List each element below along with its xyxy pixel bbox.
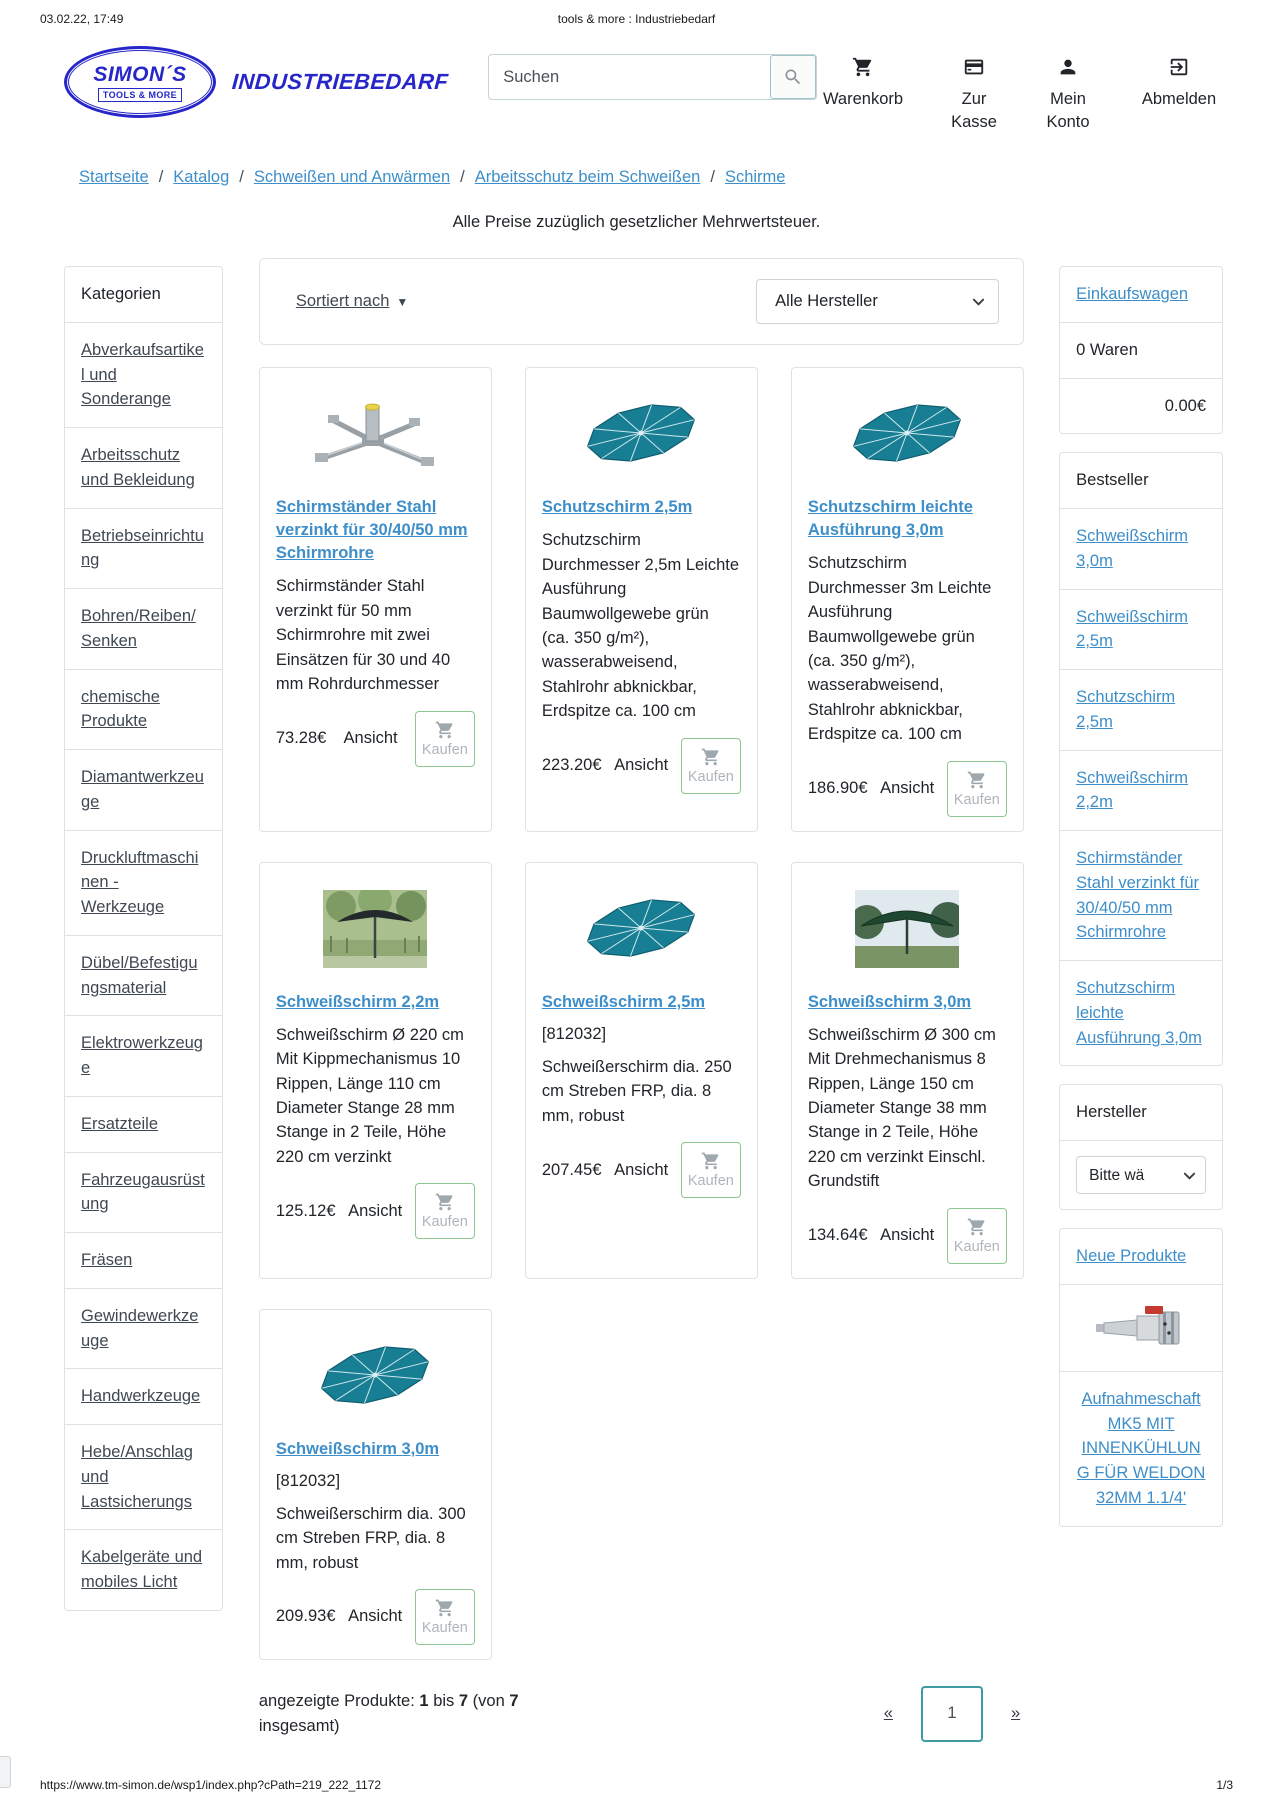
view-button[interactable]: Ansicht xyxy=(344,1196,406,1227)
category-arbeitsschutz[interactable]: Arbeitsschutz und Bekleidung xyxy=(81,446,195,489)
cart-icon xyxy=(852,56,874,78)
buy-button[interactable] xyxy=(947,761,1007,817)
new-product-item-link[interactable]: Aufnahmeschaft MK5 MIT INNENKÜHLUNG FÜR WELDON 32MM 1.1/4' xyxy=(1076,1389,1206,1507)
view-button[interactable]: Ansicht xyxy=(340,723,402,754)
bestseller-item[interactable]: Schirmständer Stahl verzinkt für 30/40/50 mm Schirmrohre xyxy=(1076,849,1200,942)
nav-item-label: Zur Kasse xyxy=(951,90,997,132)
bestseller-item[interactable]: Schutzschirm leichte Ausführung 3,0m xyxy=(1076,979,1202,1047)
product-price: 134.64€ xyxy=(807,1226,868,1245)
price-row xyxy=(808,1208,1007,1264)
bestseller-item[interactable]: Schutzschirm 2,5m xyxy=(1076,688,1176,731)
breadcrumb-arbeitsschutz[interactable]: Arbeitsschutz beim Schweißen xyxy=(474,168,701,187)
nav-item-label: Abmelden xyxy=(1141,90,1217,108)
breadcrumb-separator: / xyxy=(710,168,715,187)
price-row xyxy=(276,1183,475,1239)
cart-item-count: 0 Waren xyxy=(1060,322,1222,378)
umbrella-canopy-image xyxy=(581,400,701,468)
product-price: 207.45€ xyxy=(541,1160,602,1179)
product-image-link[interactable] xyxy=(808,374,1007,494)
product-price: 223.20€ xyxy=(541,756,602,775)
product-title-link[interactable]: Schweißschirm 2,5m xyxy=(541,992,706,1011)
product-sku: [812032] xyxy=(275,1471,341,1490)
cart-icon xyxy=(435,1192,455,1212)
category-duebel[interactable]: Dübel/Befestigungsmaterial xyxy=(81,953,198,997)
categories-title: Kategorien xyxy=(81,285,161,304)
tool-shank-image xyxy=(1093,1300,1189,1356)
manufacturer-filter-select[interactable] xyxy=(756,279,999,324)
clipped-scroll-artifact xyxy=(0,1756,11,1788)
cart-icon xyxy=(701,1151,721,1171)
manufacturer-box xyxy=(1059,1084,1223,1210)
user-icon xyxy=(1057,56,1079,78)
pagination-current-page[interactable]: 1 xyxy=(921,1686,983,1742)
umbrella-canopy-image xyxy=(315,1342,435,1410)
manufacturer-filter-value: Alle Hersteller xyxy=(775,292,878,311)
cart-icon xyxy=(435,1598,455,1618)
price-row xyxy=(542,738,741,794)
product-description: Schirmständer Stahl verzinkt für 50 mm Schirmrohre mit zwei Einsätzen für 30 und 40 mm Rohrdurchmesser xyxy=(275,577,451,694)
view-button[interactable]: Ansicht xyxy=(610,1155,672,1186)
cart-icon xyxy=(967,770,987,790)
search-icon xyxy=(783,67,803,87)
logo-brand-text: INDUSTRIEBEDARF xyxy=(231,69,450,94)
nav-item-account[interactable] xyxy=(1039,56,1097,134)
manufacturer-box-title: Hersteller xyxy=(1076,1103,1147,1122)
search-button[interactable] xyxy=(770,55,816,99)
product-description: Schutzschirm Durchmesser 2,5m Leichte Ausführung Baumwollgewebe grün (ca. 350 g/m²), wasserabweisend, Stahlrohr abknickbar, Erdspitze ca. 100 cm xyxy=(541,531,740,721)
sort-label: Sortiert nach xyxy=(295,292,390,311)
product-image-link[interactable] xyxy=(276,374,475,494)
right-sidebar xyxy=(1059,266,1223,1545)
pagination xyxy=(884,1686,1020,1742)
print-footer-url: https://www.tm-simon.de/wsp1/index.php?cPath=219_222_1172 xyxy=(40,1778,381,1792)
product-image-link[interactable] xyxy=(542,869,741,989)
buy-button[interactable] xyxy=(947,1208,1007,1264)
category-bohren[interactable]: Bohren/Reiben/Senken xyxy=(81,607,196,650)
product-card xyxy=(259,862,492,1279)
category-chemische-produkte[interactable]: chemische Produkte xyxy=(81,687,160,731)
category-ersatzteile[interactable]: Ersatzteile xyxy=(81,1114,159,1133)
bestseller-item[interactable]: Schweißschirm 3,0m xyxy=(1076,527,1189,570)
buy-label: Kaufen xyxy=(687,1173,734,1190)
umbrella-canopy-image xyxy=(581,895,701,963)
product-title-link[interactable]: Schweißschirm 2,2m xyxy=(275,992,440,1011)
sky-photo-image xyxy=(855,890,959,968)
user-nav xyxy=(817,46,1225,134)
logout-icon xyxy=(1168,56,1190,78)
buy-label: Kaufen xyxy=(953,1238,1000,1255)
buy-button[interactable] xyxy=(681,1142,741,1198)
logo-simons-text: SIMON´S xyxy=(93,62,187,86)
logo-oval xyxy=(64,46,216,118)
nav-item-label: Warenkorb xyxy=(822,90,904,108)
umbrella-canopy-image xyxy=(847,400,967,468)
category-diamantwerkzeuge[interactable]: Diamantwerkzeuge xyxy=(81,768,204,811)
product-title-link[interactable]: Schutzschirm 2,5m xyxy=(541,498,693,517)
product-description: Schweißerschirm dia. 300 cm Streben FRP, dia. 8 mm, robust xyxy=(275,1504,466,1572)
listing-toolbar xyxy=(259,258,1024,345)
sort-dropdown[interactable] xyxy=(284,284,420,319)
print-footer-page-number: 1/3 xyxy=(1216,1778,1233,1792)
category-betriebseinrichtung[interactable]: Betriebseinrichtung xyxy=(81,526,204,570)
pagination-prev-button[interactable]: « xyxy=(883,1704,893,1723)
product-image-link[interactable] xyxy=(276,1316,475,1436)
product-price: 186.90€ xyxy=(807,779,868,798)
product-card xyxy=(791,367,1024,831)
breadcrumb-separator: / xyxy=(460,168,465,187)
manufacturer-select[interactable] xyxy=(1076,1156,1206,1194)
product-card xyxy=(525,367,758,831)
view-button[interactable]: Ansicht xyxy=(876,1220,938,1251)
manufacturer-select-value: Bitte wä xyxy=(1089,1166,1145,1184)
cart-icon xyxy=(701,747,721,767)
category-elektrowerkzeuge[interactable]: Elektrowerkzeuge xyxy=(81,1034,203,1078)
product-image-link[interactable] xyxy=(542,374,741,494)
categories-sidebar xyxy=(64,266,223,1611)
buy-button[interactable] xyxy=(415,1589,475,1645)
product-card xyxy=(259,367,492,831)
category-fraesen[interactable]: Fräsen xyxy=(81,1251,133,1270)
buy-button[interactable] xyxy=(681,738,741,794)
nav-item-cart[interactable] xyxy=(817,56,909,134)
buy-button[interactable] xyxy=(415,1183,475,1239)
breadcrumb-startseite[interactable]: Startseite xyxy=(79,168,149,187)
nav-item-label: Mein Konto xyxy=(1046,90,1090,132)
price-row xyxy=(808,761,1007,817)
vat-notice: Alle Preise zuzüglich gesetzlicher Mehrwertsteuer. xyxy=(452,213,821,232)
category-kabelgeraete[interactable]: Kabelgeräte und mobiles Licht xyxy=(81,1548,203,1592)
new-products-box xyxy=(1059,1228,1223,1527)
chevron-down-icon xyxy=(1182,1168,1197,1183)
view-button[interactable]: Ansicht xyxy=(344,1601,406,1632)
product-description: Schutzschirm Durchmesser 3m Leichte Ausführung Baumwollgewebe grün (ca. 350 g/m²), wasserabweisend, Stahlrohr abknickbar, Erdspitze ca. 100 cm xyxy=(807,554,992,744)
search-input[interactable] xyxy=(489,55,770,99)
breadcrumb xyxy=(0,134,1273,187)
cart-total: 0.00€ xyxy=(1060,378,1222,434)
bestseller-title: Bestseller xyxy=(1076,471,1149,490)
price-row xyxy=(542,1142,741,1198)
buy-label: Kaufen xyxy=(421,1619,468,1636)
category-hebe-anschlag[interactable]: Hebe/Anschlag und Lastsicherungs xyxy=(81,1443,193,1511)
print-doc-title: tools & more : Industriebedarf xyxy=(557,12,716,26)
buy-label: Kaufen xyxy=(421,1214,468,1231)
buy-label: Kaufen xyxy=(953,791,1000,808)
bestseller-box xyxy=(1059,452,1223,1066)
category-druckluft[interactable]: Druckluftmaschinen - Werkzeuge xyxy=(81,848,199,917)
view-button[interactable]: Ansicht xyxy=(610,750,672,781)
breadcrumb-separator: / xyxy=(239,168,244,187)
print-header xyxy=(0,12,1273,26)
product-card xyxy=(525,862,758,1279)
new-product-image-cell[interactable] xyxy=(1060,1284,1222,1371)
breadcrumb-schirme[interactable]: Schirme xyxy=(724,168,786,187)
category-gewindewerkzeuge[interactable]: Gewindewerkzeuge xyxy=(81,1306,199,1350)
price-row xyxy=(276,711,475,767)
buy-label: Kaufen xyxy=(687,768,734,785)
product-title-link[interactable]: Schweißschirm 3,0m xyxy=(275,1439,440,1458)
content-columns xyxy=(0,232,1273,1742)
cart-icon xyxy=(967,1217,987,1237)
product-description: Schweißschirm Ø 220 cm Mit Kippmechanismus 10 Rippen, Länge 110 cm Diameter Stange 28 mm Stange in 2 Teile, Höhe 220 cm verzinkt xyxy=(275,1025,464,1166)
print-timestamp: 03.02.22, 17:49 xyxy=(40,12,124,26)
category-abverkauf[interactable]: Abverkaufsartikel und Sonderange xyxy=(81,340,204,409)
product-title-link[interactable]: Schutzschirm leichte Ausführung 3,0m xyxy=(807,498,973,540)
product-card xyxy=(259,1309,492,1660)
product-card xyxy=(791,862,1024,1279)
category-fahrzeugausruestung[interactable]: Fahrzeugausrüstung xyxy=(81,1170,205,1214)
breadcrumb-katalog[interactable]: Katalog xyxy=(173,168,230,187)
product-title-link[interactable]: Schweißschirm 3,0m xyxy=(807,992,972,1011)
logo-tools-text: TOOLS & MORE xyxy=(98,88,182,102)
credit-card-icon xyxy=(963,56,985,78)
buy-label: Kaufen xyxy=(421,741,468,758)
umbrella-stand-image xyxy=(310,391,440,477)
breadcrumb-schweissen[interactable]: Schweißen und Anwärmen xyxy=(253,168,451,187)
print-footer xyxy=(40,1778,1233,1792)
nav-item-checkout[interactable] xyxy=(945,56,1003,134)
product-grid xyxy=(259,367,1024,1660)
product-price: 125.12€ xyxy=(275,1201,336,1220)
cart-icon xyxy=(435,720,455,740)
product-description: Schweißerschirm dia. 250 cm Streben FRP, dia. 8 mm, robust xyxy=(541,1057,732,1125)
view-button[interactable]: Ansicht xyxy=(876,773,938,804)
garden-photo-image xyxy=(323,890,427,968)
results-row xyxy=(259,1686,1024,1742)
results-count: angezeigte Produkte: 1 bis 7 (von 7 insgesamt) xyxy=(258,1692,519,1735)
buy-button[interactable] xyxy=(415,711,475,767)
bestseller-item[interactable]: Schweißschirm 2,5m xyxy=(1076,607,1189,651)
product-title-link[interactable]: Schirmständer Stahl verzinkt für 30/40/50 mm Schirmrohre xyxy=(275,498,468,563)
product-price: 209.93€ xyxy=(275,1607,336,1626)
product-sku: [812032] xyxy=(541,1024,607,1043)
product-image-link[interactable] xyxy=(276,869,475,989)
logo[interactable] xyxy=(64,46,448,118)
breadcrumb-separator: / xyxy=(158,168,164,187)
bestseller-item[interactable]: Schweißschirm 2,2m xyxy=(1076,768,1189,812)
nav-item-logout[interactable] xyxy=(1133,56,1225,134)
cart-box-link[interactable]: Einkaufswagen xyxy=(1076,285,1189,304)
category-handwerkzeuge[interactable]: Handwerkzeuge xyxy=(81,1387,201,1406)
pagination-next-button[interactable]: » xyxy=(1010,1704,1021,1723)
product-listing xyxy=(259,258,1024,1742)
price-row xyxy=(276,1589,475,1645)
cart-box xyxy=(1059,266,1223,434)
product-image-link[interactable] xyxy=(808,869,1007,989)
new-products-link[interactable]: Neue Produkte xyxy=(1076,1247,1187,1266)
product-price: 73.28€ xyxy=(275,729,327,747)
search-form xyxy=(488,54,817,100)
chevron-down-icon xyxy=(971,294,986,309)
caret-down-icon: ▼ xyxy=(396,294,409,309)
product-description: Schweißschirm Ø 300 cm Mit Drehmechanismus 8 Rippen, Länge 150 cm Diameter Stange 38 mm Stange in 2 Teile, Höhe 220 cm verzinkt Einschl. Grundstift xyxy=(807,1025,996,1191)
